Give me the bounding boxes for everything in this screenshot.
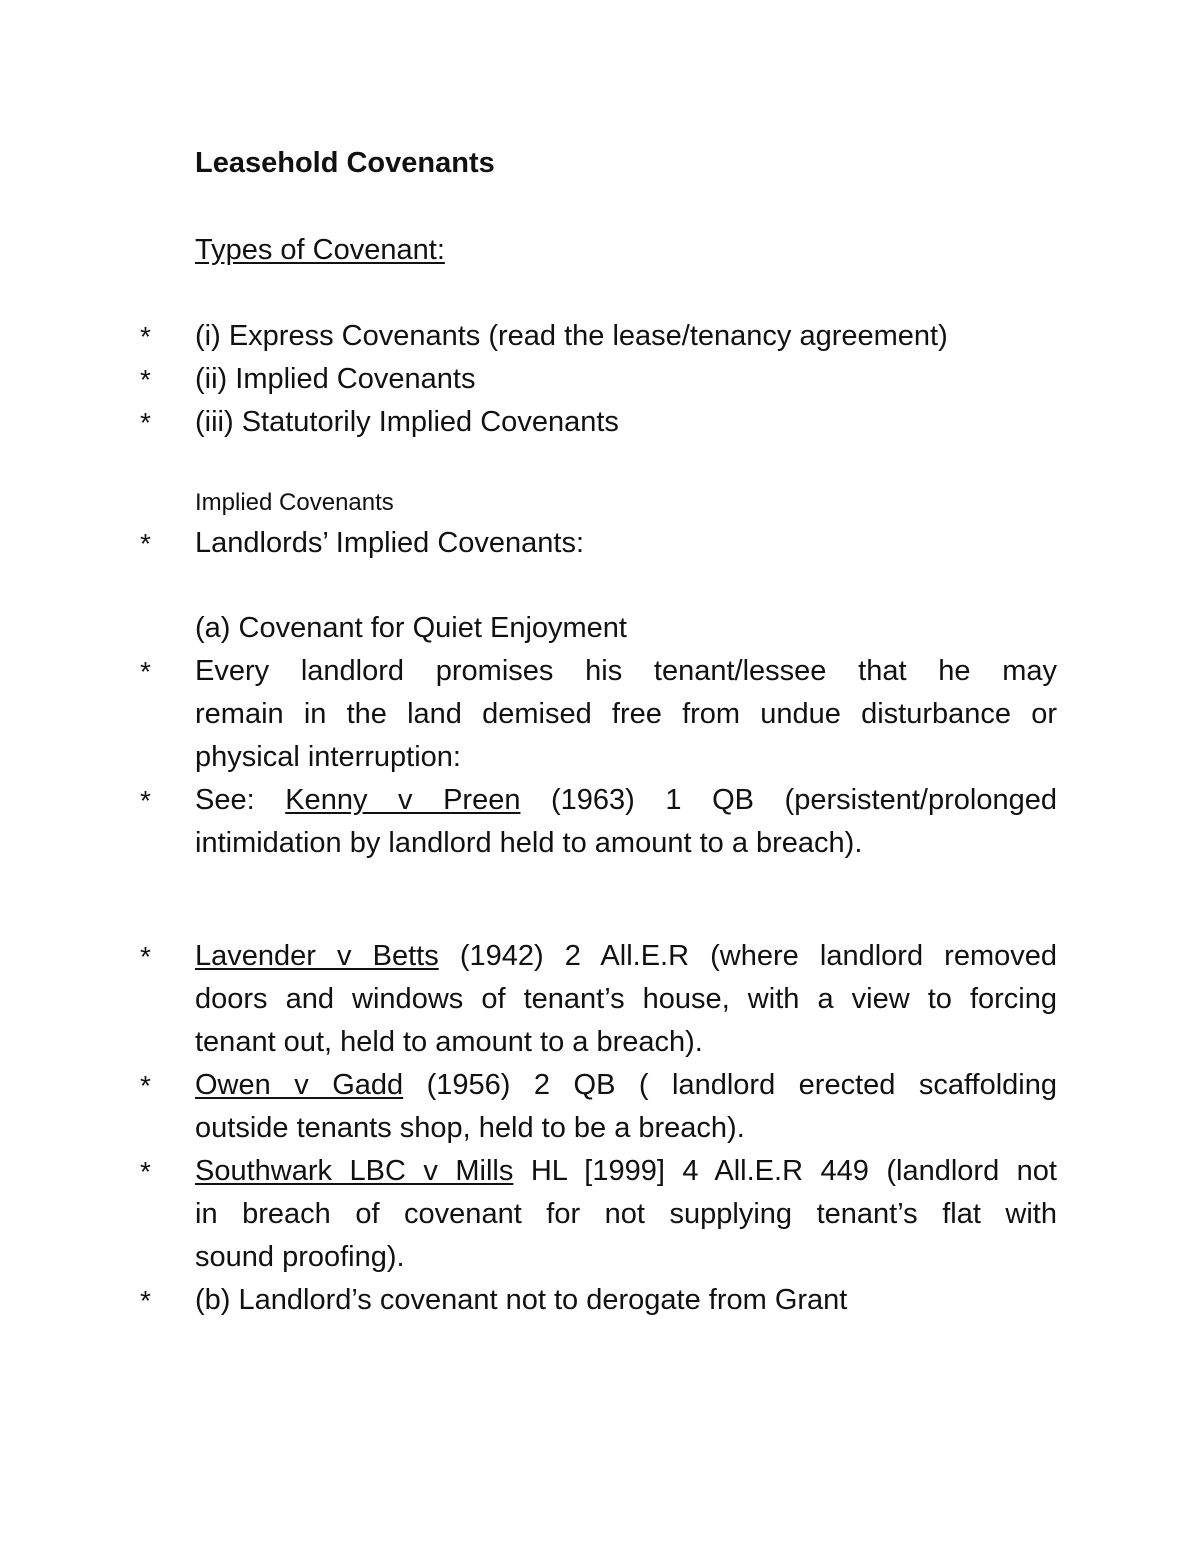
southwark-rest: HL [1999] 4 All.E.R 449 (landlord not xyxy=(513,1155,1057,1187)
lavender-line-1 xyxy=(195,935,1057,978)
case-owen-v-gadd: Owen v Gadd xyxy=(195,1069,404,1101)
bullet-marker: * xyxy=(140,1070,151,1101)
types-subtitle: Types of Covenant: xyxy=(195,234,445,266)
case-kenny-v-preen: Kenny v Preen xyxy=(285,784,521,816)
kenny-rest: (1963) 1 QB (persistent/prolonged xyxy=(520,784,1057,816)
bullet-marker: * xyxy=(140,941,151,972)
every-landlord-line-2: remain in the land demised free from undue disturbance or xyxy=(195,698,1057,730)
bullet-marker: * xyxy=(140,1156,151,1187)
lavender-line-3: tenant out, held to amount to a breach). xyxy=(195,1026,703,1058)
type-express: (i) Express Covenants (read the lease/tenancy agreement) xyxy=(195,320,948,352)
kenny-line-1 xyxy=(195,779,1057,822)
landlords-heading: Landlords’ Implied Covenants: xyxy=(195,527,585,559)
every-landlord-line-3: physical interruption: xyxy=(195,741,461,773)
kenny-line-2: intimidation by landlord held to amount to a breach). xyxy=(195,827,863,859)
lavender-rest: (1942) 2 All.E.R (where landlord removed xyxy=(438,940,1057,972)
southwark-line-2: in breach of covenant for not supplying tenant’s flat with xyxy=(195,1198,1057,1230)
bullet-marker: * xyxy=(140,321,151,352)
derogate-heading: (b) Landlord’s covenant not to derogate from Grant xyxy=(195,1284,848,1316)
quiet-enjoyment-heading: (a) Covenant for Quiet Enjoyment xyxy=(195,612,627,644)
bullet-marker: * xyxy=(140,1285,151,1316)
lavender-line-2: doors and windows of tenant’s house, with a view to forcing xyxy=(195,983,1057,1015)
bullet-marker: * xyxy=(140,656,151,687)
bullet-marker: * xyxy=(140,528,151,559)
owen-line-1 xyxy=(195,1064,1057,1107)
type-statutory: (iii) Statutorily Implied Covenants xyxy=(195,406,619,438)
implied-heading: Implied Covenants xyxy=(195,489,394,516)
bullet-marker: * xyxy=(140,407,151,438)
every-landlord-line-1: Every landlord promises his tenant/lessee that he may xyxy=(195,655,1057,687)
bullet-marker: * xyxy=(140,364,151,395)
case-southwark-v-mills: Southwark LBC v Mills xyxy=(195,1155,514,1187)
kenny-prefix: See: xyxy=(195,784,286,816)
bullet-marker: * xyxy=(140,785,151,816)
type-implied: (ii) Implied Covenants xyxy=(195,363,476,395)
owen-rest: (1956) 2 QB ( landlord erected scaffolding xyxy=(403,1069,1057,1101)
owen-line-2: outside tenants shop, held to be a breach). xyxy=(195,1112,745,1144)
document-title: Leasehold Covenants xyxy=(195,147,495,179)
southwark-line-3: sound proofing). xyxy=(195,1241,405,1273)
southwark-line-1 xyxy=(195,1150,1057,1193)
case-lavender-v-betts: Lavender v Betts xyxy=(195,940,439,972)
